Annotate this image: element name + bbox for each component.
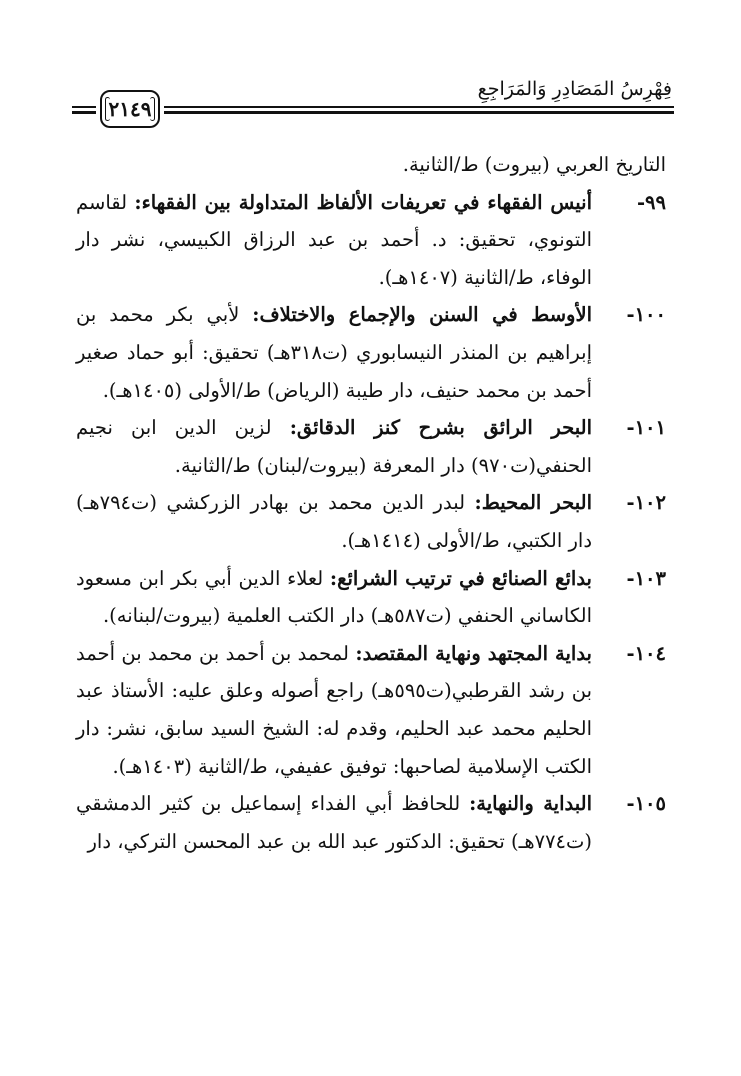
entry-number: ١٠١- (626, 416, 666, 440)
entry-title: البحر الرائق بشرح كنز الدقائق: (289, 416, 592, 440)
entry-text: لقاسم التونوي، تحقيق: د. أحمد بن عبد الرزاق الكبيسي، نشر دار الوفاء، ط/الثانية (١٤٠٧هـ). (76, 190, 592, 289)
continuation-line: التاريخ العربي (بيروت) ط/الثانية. (402, 153, 666, 176)
entry-title: البداية والنهاية: (469, 792, 592, 816)
header-rule-left-thin (72, 106, 96, 108)
entry-number: ٩٩- (636, 190, 666, 214)
entry-title: بداية المجتهد ونهاية المقتصد: (355, 641, 592, 665)
page-number: ٢١٤٩ (108, 97, 152, 121)
bibliography-entry-105 (76, 785, 666, 860)
entry-text: لمحمد بن أحمد بن محمد بن أحمد بن رشد القرطبي(ت٥٩٥هـ) راجع أصوله وعلق عليه: الأستاذ عبد الحليم محمد عبد الحليم، وقدم له: الشيخ السيد سابق، نشر: دار الكتب الإسلامية لصاحبها: توفيق عفيفي، ط/الثانية (١٤٠٣هـ). (76, 641, 593, 778)
bibliography-entry-102 (76, 484, 666, 559)
entry-title: الأوسط في السنن والإجماع والاختلاف: (252, 303, 592, 327)
entry-number: ١٠٢- (626, 491, 666, 515)
entry-number: ١٠٣- (626, 566, 666, 590)
entry-text: لأبي بكر محمد بن إبراهيم بن المنذر النيسابوري (ت٣١٨هـ) تحقيق: أبو حماد صغير أحمد بن محمد حنيف، دار طيبة (الرياض) ط/الأولى (١٤٠٥هـ). (76, 303, 592, 402)
entry-title: أنيس الفقهاء في تعريفات الألفاظ المتداولة بين الفقهاء: (134, 190, 592, 214)
entry-number: ١٠٥- (626, 792, 666, 816)
header-rule-thick (164, 111, 674, 114)
bibliography-body (76, 146, 666, 860)
bibliography-entry-104 (76, 635, 666, 785)
entry-title: البحر المحيط: (474, 491, 592, 515)
bibliography-entry-100 (76, 296, 666, 409)
header-rule-thin (164, 106, 674, 108)
running-title: فِهْرِسُ المَصَادِرِ وَالمَرَاجِعِ (477, 78, 672, 100)
entry-text: لبدر الدين محمد بن بهادر الزركشي (ت٧٩٤هـ) دار الكتبي، ط/الأولى (١٤١٤هـ). (76, 491, 592, 552)
entry-text: لزين الدين ابن نجيم الحنفي(ت٩٧٠) دار المعرفة (بيروت/لبنان) ط/الثانية. (76, 416, 592, 477)
header-rule-left-thick (72, 111, 96, 114)
entry-number: ١٠٤- (626, 641, 666, 665)
entry-number: ١٠٠- (626, 303, 666, 327)
bibliography-entry-103 (76, 560, 666, 635)
page-number-badge (100, 90, 160, 128)
entry-text: لعلاء الدين أبي بكر ابن مسعود الكاساني الحنفي (ت٥٨٧هـ) دار الكتب العلمية (بيروت/لبنانه). (76, 566, 592, 628)
entry-title: بدائع الصنائع في ترتيب الشرائع: (329, 566, 592, 590)
bibliography-entry-99 (76, 184, 666, 297)
bibliography-entry-101 (76, 409, 666, 484)
entry-text: للحافظ أبي الفداء إسماعيل بن كثير الدمشقي (ت٧٧٤هـ) تحقيق: الدكتور عبد الله بن عبد المحسن التركي، دار (76, 792, 592, 853)
page-header (72, 72, 674, 132)
